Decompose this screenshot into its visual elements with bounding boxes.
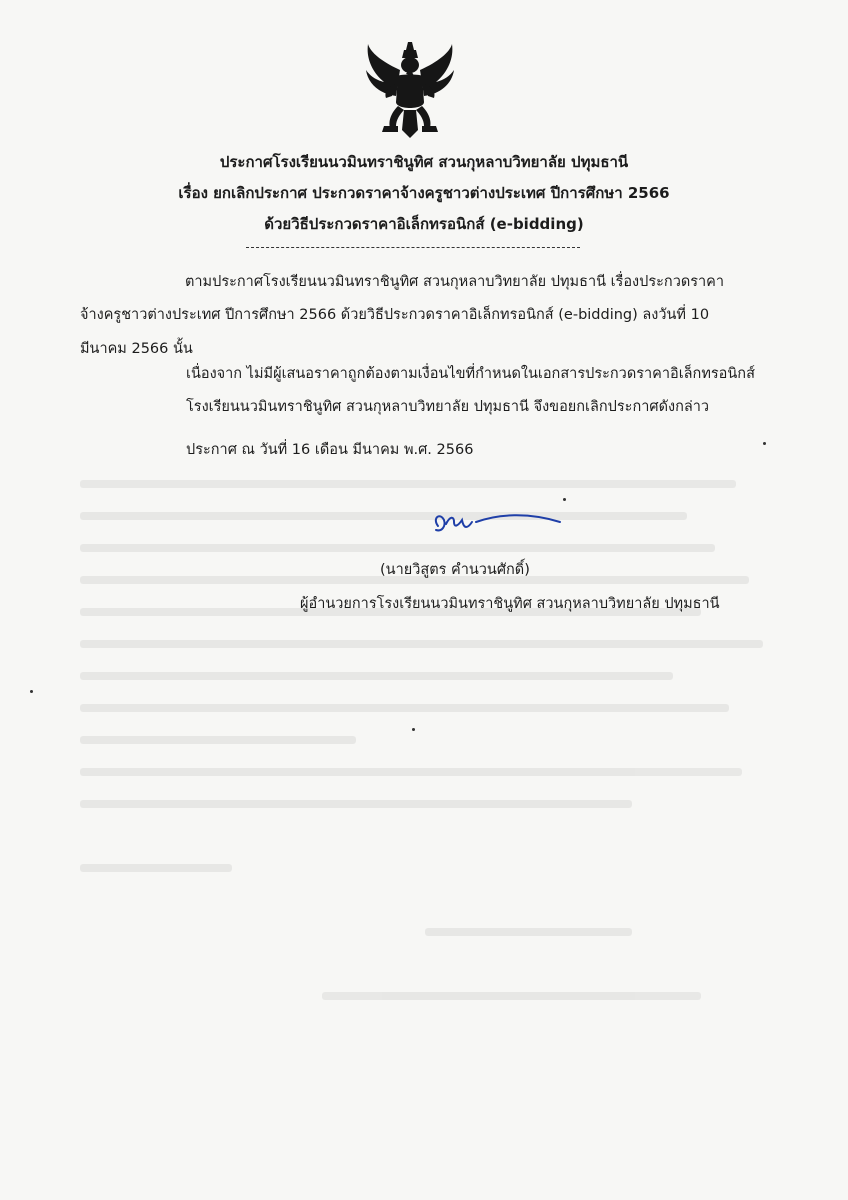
garuda-emblem-icon [362,40,458,140]
heading-line-2: เรื่อง ยกเลิกประกาศ ประกวดราคาจ้างครูชาวต่างประเทศ ปีการศึกษา 2566 [178,184,670,202]
paragraph-1-line-3: มีนาคม 2566 นั้น [80,341,193,357]
signer-name: (นายวิสูตร คำนวนศักดิ์) [380,562,530,578]
paragraph-1-line-1: ตามประกาศโรงเรียนนวมินทราชินูทิศ สวนกุหลาบวิทยาลัย ปทุมธานี เรื่องประกวดราคา [185,274,725,290]
paragraph-2-line-2: โรงเรียนนวมินทราชินูทิศ สวนกุหลาบวิทยาลัย ปทุมธานี จึงขอยกเลิกประกาศดังกล่าว [186,399,710,415]
scan-speck [412,728,415,731]
signer-position: ผู้อำนวยการโรงเรียนนวมินทราชินูทิศ สวนกุหลาบวิทยาลัย ปทุมธานี [300,596,720,612]
heading-line-1: ประกาศโรงเรียนนวมินทราชินูทิศ สวนกุหลาบวิทยาลัย ปทุมธานี [219,153,629,171]
announcement-date: ประกาศ ณ วันที่ 16 เดือน มีนาคม พ.ศ. 2566 [186,442,474,458]
paragraph-1-line-2: จ้างครูชาวต่างประเทศ ปีการศึกษา 2566 ด้วยวิธีประกวดราคาอิเล็กทรอนิกส์ (e-bidding) ลงวันที่ 10 [80,307,710,323]
paragraph-2-line-1: เนื่องจาก ไม่มีผู้เสนอราคาถูกต้องตามเงื่อนไขที่กำหนดในเอกสารประกวดราคาอิเล็กทรอนิกส์ [186,366,755,382]
handwritten-signature [428,506,568,540]
scan-speck [763,442,766,445]
heading-divider [246,247,580,248]
scan-speck [563,498,566,501]
scan-speck [30,690,33,693]
heading-line-3: ด้วยวิธีประกวดราคาอิเล็กทรอนิกส์ (e-bidding) [264,215,584,233]
